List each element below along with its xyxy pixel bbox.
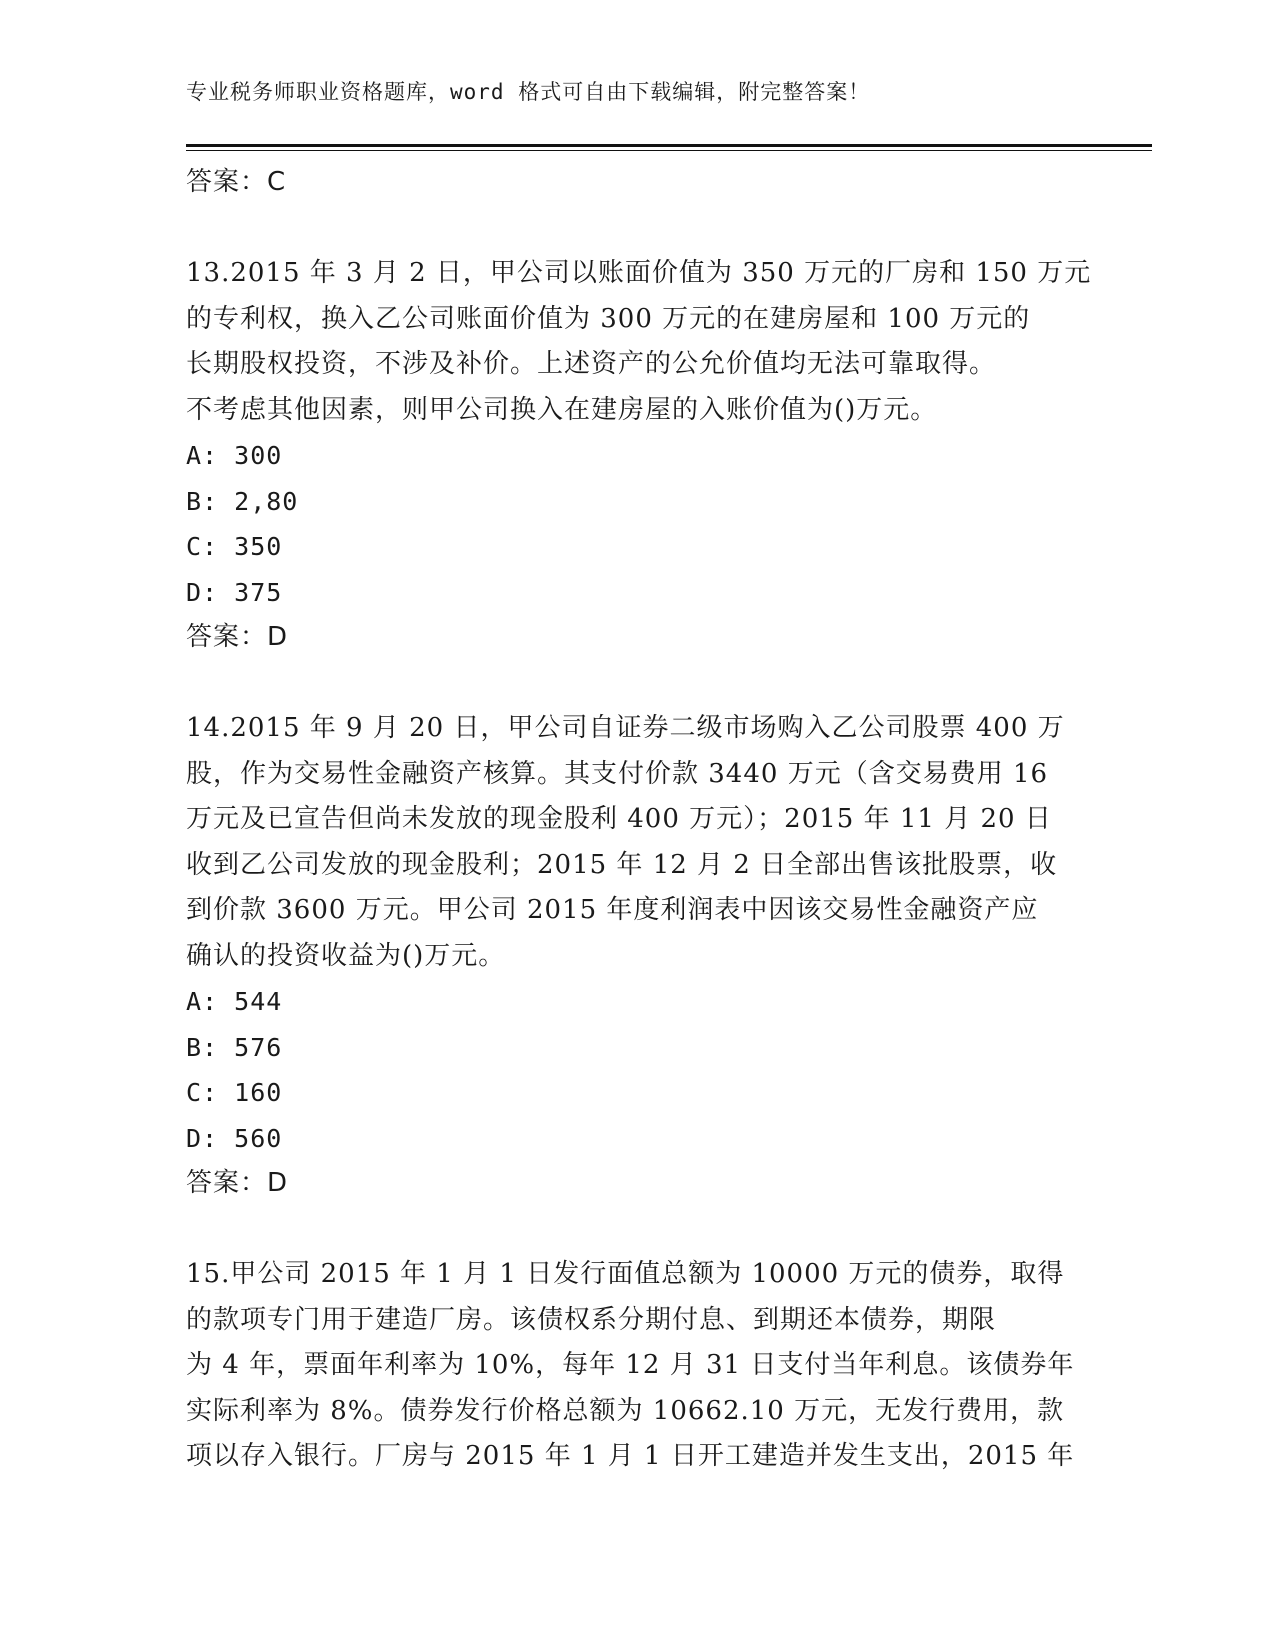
spacer bbox=[186, 1207, 1086, 1253]
question-text-line: 的款项专门用于建造厂房。该债权系分期付息、到期还本债券，期限 bbox=[186, 1304, 997, 1335]
question-15 bbox=[186, 1252, 1086, 1480]
answer-line: 答案：D bbox=[186, 622, 289, 652]
option-b: B: 2,80 bbox=[186, 486, 299, 516]
question-text-line: 15.甲公司 2015 年 1 月 1 日发行面值总额为 10000 万元的债券，取得 bbox=[186, 1259, 1065, 1289]
option-a: A: 544 bbox=[186, 987, 283, 1016]
question-text-line: 长期股权投资，不涉及补价。上述资产的公允价值均无法可靠取得。 bbox=[186, 349, 997, 379]
header-rule-thick bbox=[186, 144, 1152, 147]
option-c: C: 350 bbox=[186, 532, 283, 561]
question-13 bbox=[186, 251, 1092, 661]
option-d: D: 560 bbox=[186, 1123, 283, 1153]
question-14 bbox=[186, 706, 1086, 1207]
page-header: 专业税务师职业资格题库，word 格式可自由下载编辑，附完整答案！ bbox=[186, 80, 871, 104]
answer-line: 答案：C bbox=[186, 167, 287, 197]
option-b: B: 576 bbox=[186, 1032, 283, 1062]
header-rule-thin bbox=[186, 150, 1152, 151]
document-body bbox=[186, 160, 1092, 1480]
option-c: C: 160 bbox=[186, 1078, 283, 1107]
question-text-line: 的专利权，换入乙公司账面价值为 300 万元的在建房屋和 100 万元的 bbox=[186, 303, 1031, 334]
question-text-line: 14.2015 年 9 月 20 日，甲公司自证券二级市场购入乙公司股票 400 万 bbox=[186, 713, 1065, 743]
question-text-line: 收到乙公司发放的现金股利；2015 年 12 月 2 日全部出售该批股票，收 bbox=[186, 849, 1058, 880]
question-text-line: 确认的投资收益为()万元。 bbox=[186, 940, 506, 971]
question-text-line: 实际利率为 8%。债券发行价格总额为 10662.10 万元，无发行费用，款 bbox=[186, 1395, 1065, 1426]
answer-line: 答案：D bbox=[186, 1168, 289, 1198]
option-a: A: 300 bbox=[186, 441, 283, 470]
question-text-line: 万元及已宣告但尚未发放的现金股利 400 万元）；2015 年 11 月 20 日 bbox=[186, 804, 1052, 834]
spacer bbox=[186, 206, 1086, 252]
question-text-line: 为 4 年，票面年利率为 10%，每年 12 月 31 日支付当年利息。该债券年 bbox=[186, 1350, 1075, 1380]
spacer bbox=[186, 661, 1086, 707]
question-text-line: 股，作为交易性金融资产核算。其支付价款 3440 万元（含交易费用 16 bbox=[186, 758, 1049, 789]
question-text-line: 项以存入银行。厂房与 2015 年 1 月 1 日开工建造并发生支出，2015 年 bbox=[186, 1441, 1075, 1471]
question-text-line: 13.2015 年 3 月 2 日，甲公司以账面价值为 350 万元的厂房和 150 万元 bbox=[186, 258, 1092, 288]
question-text-line: 不考虑其他因素，则甲公司换入在建房屋的入账价值为()万元。 bbox=[186, 394, 938, 425]
option-d: D: 375 bbox=[186, 577, 283, 607]
question-text-line: 到价款 3600 万元。甲公司 2015 年度利润表中因该交易性金融资产应 bbox=[186, 895, 1039, 925]
